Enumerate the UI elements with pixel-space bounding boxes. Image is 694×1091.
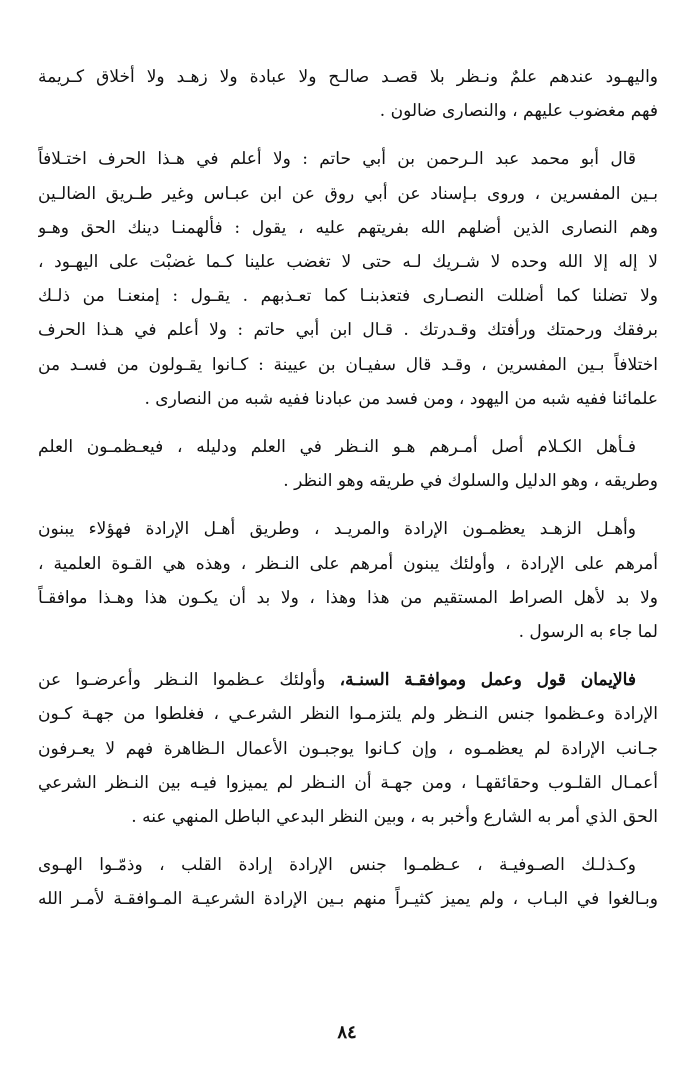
text-line: بـين المفسرين ، وروى بـإسناد عن أبي روق عن ابن عبـاس وغير طـريق الضالـين: [38, 183, 658, 204]
text-line-rest: وأولئك عـظموا النـظر وأعرضـوا عن: [38, 670, 340, 691]
text-line: اختلافاً بـين المفسرين ، وقـد قال سفيـان بن عيينة : كـانوا يقـولون من فسـد من: [38, 354, 658, 375]
text-line: واليهـود عندهم علمٌ ونـظر بلا قصـد صالـح ولا عبادة ولا زهـد ولا أخلاق كـريمة: [38, 67, 658, 87]
text-line: جـانب الإرادة لم يعظمـوه ، وإن كـانوا يوجبـون الأعمال الـظاهرة فهم لا يعـرفون: [38, 738, 658, 759]
paragraph-2: [38, 142, 658, 416]
text-line: [38, 663, 658, 697]
text-line: الحق الذي أمر به الشارع وأخبر به ، وبين النظر البدعي الباطل المنهي عنه .: [131, 807, 658, 828]
paragraph-6: [38, 848, 658, 916]
paragraph-3: [38, 430, 658, 498]
text-line: فـأهل الكـلام أصل أمـرهم هـو النـظر في العلم ودليله ، فيعـظمـون العلم: [38, 437, 636, 458]
text-line: لما جاء به الرسول .: [518, 622, 658, 643]
paragraph-5: [38, 663, 658, 834]
text-line: لا إله إلا الله وحده لا شـريك لـه حتى لا تغضب علينا كـما غضبْت على اليهـود ،: [38, 252, 658, 273]
text-line: وبـالغوا في البـاب ، ولم يميز كثيـراً منهم بـين الإرادة الشرعيـة المـوافقـة لأمـر الله: [38, 889, 658, 910]
page-body: [38, 60, 658, 931]
text-line: برفقك ورحمتك ورأفتك وقـدرتك . قـال ابن أبي حاتم : ولا أعلم في هـذا الحرف: [38, 320, 658, 341]
text-line: وأهـل الزهـد يعظمـون الإرادة والمريـد ، وطريق أهـل الإرادة فهؤلاء يبنون: [38, 519, 636, 540]
text-line: قال أبو محمد عبد الـرحمن بن أبي حاتم : ولا أعلم في هـذا الحرف اختـلافاً: [38, 149, 636, 170]
page-number: ٨٤: [337, 1022, 357, 1043]
paragraph-1: [38, 60, 658, 128]
paragraph-4: [38, 512, 658, 649]
text-line: وهم النصارى الذين أضلهم الله بفريتهم عليه ، يقول : فألهمنـا دينك الحق وهـو: [38, 217, 658, 238]
text-line: أعمـال القلـوب وحقائقهـا ، ومن جهـة أن النـظر لم يميزوا فيـه بين النـظر الشرعي: [38, 772, 658, 793]
text-line: وطريقه ، وهو الدليل والسلوك في طريقه وهو النظر .: [283, 471, 658, 492]
text-line: أمرهم على الإرادة ، وأولئك يبنون أمرهم على النـظر ، وهذه هي القـوة العلمية ،: [38, 553, 658, 574]
text-line: ولا تضلنا كما أضللت النصـارى فتعذبنـا كما تعـذبهم . يقـول : إمنعنـا من ذلـك: [38, 286, 658, 307]
text-line: ولا بد لأهل الصراط المستقيم من هذا وهذا ، ولا بد أن يكـون هذا وهـذا موافقـاً: [38, 587, 658, 608]
text-line: فهم مغضوب عليهم ، والنصارى ضالون .: [379, 101, 658, 122]
text-line: الإرادة وعـظموا جنس النـظر ولم يلتزمـوا النظر الشرعـي ، فغلطوا من جهـة كـون: [38, 704, 658, 725]
bold-lead-text: فالإيمان قول وعمل وموافقـة السنـة،: [339, 670, 636, 691]
text-line: علمائنا ففيه شبه من اليهود ، ومن فسد من عبادنا ففيه شبه من النصارى .: [144, 388, 658, 409]
text-line: وكـذلـك الصـوفيـة ، عـظمـوا جنس الإرادة إرادة القلب ، وذمّـوا الهـوى: [38, 855, 636, 876]
